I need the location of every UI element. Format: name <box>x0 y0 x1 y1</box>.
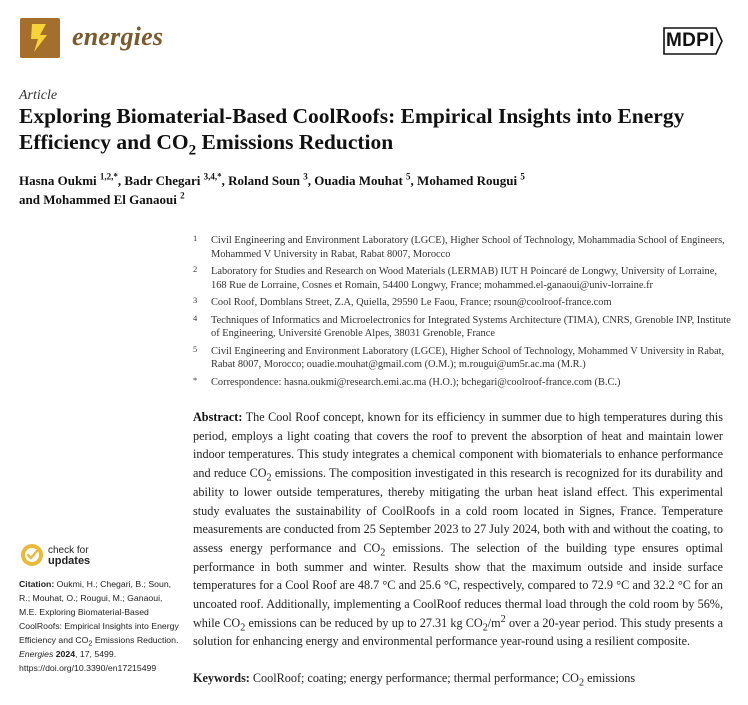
author: Badr Chegari <box>124 173 201 188</box>
keywords-label: Keywords: <box>193 671 250 685</box>
check-for-updates-label[interactable]: check for updates <box>48 545 91 567</box>
doi-link[interactable]: https://doi.org/10.3390/en17215499 <box>19 663 157 673</box>
abstract-label: Abstract: <box>193 410 243 424</box>
author: Mohammed El Ganaoui <box>43 192 177 207</box>
journal-name: energies <box>72 22 164 51</box>
author: Hasna Oukmi <box>19 173 97 188</box>
author: Roland Soun <box>228 173 301 188</box>
affiliation-item: 3 Cool Roof, Domblans Street, Z.A, Quiella, 29590 Le Faou, France; rsoun@coolroof-france.com <box>193 295 612 308</box>
author: Ouadia Mouhat <box>314 173 403 188</box>
affiliation-item: 2 Laboratory for Studies and Research on Wood Materials (LERMAB) IUT H Poincaré de Longwy, University of Lorraine, 168 Rue de Lorraine, Cosnes et Romain, 54400 Longwy, France; mohammed.el-ganaoui@univ-lorraine.fr <box>193 264 717 291</box>
correspondence: * Correspondence: hasna.oukmi@research.emi.ac.ma (H.O.); bchegari@coolroof-france.com (B.C.) <box>193 374 621 388</box>
author-list: Hasna Oukmi $^{1,2,*}$, Badr Chegari $^{3,4,*}$, Roland Soun $^3$, Ouadia Mouhat $^5$, Mohamed Rougui $^5$ and Mohammed El Ganaoui $^2$ <box>19 171 525 207</box>
affiliation-item: 1 Civil Engineering and Environment Laboratory (LGCE), Higher School of Technology, Mohammadia School of Engineers, Mohammed V University in Rabat, Rabat 8007, Morocco <box>193 233 725 260</box>
abstract: Abstract: The Cool Roof concept, known for its efficiency in summer due to high temperatures during this period, employs a light coating that covers the roof to prevent the absorption of heat and maintain lower indoor temperatures. This study integrates a chemical component with biomaterials to enhance performance and reduce $CO_2$ emissions. The composition investigated in this research is recognized for its durability and ability to lower outside temperatures, thereby mitigating the urban heat island effect. This experimental study evaluates the sustainability of CoolRoofs in a cold room located in Signes, France. Temperature measurements are conducted from 25 September 2023 to 27 July 2024, both with and without the coating, to assess energy performance and $CO_2$ emissions. The selection of the building type ensures optimal performance in both summer and winter. Results show that the maximum outside and inside surface temperatures for a Cool Roof are 48.7 °C and 25.6 °C, respectively, compared to 72.9 °C and 32.2 °C for an uncoated roof. Additionally, implementing a CoolRoof reduces thermal load through the cold room by 56%, while $CO_2$ emissions can be reduced by up to 27.31 kg $CO_2/m^2$ over a 20-year period. This study presents a solution for enhancing energy and environmental performance year-round using a resilient composite. <box>193 410 723 649</box>
affiliation-item: 4 Techniques of Informatics and Microelectronics for Integrated Systems Architecture (TIMA), CNRS, Grenoble INP, Institute of Engineering, Université Grenoble Alpes, 38031 Grenoble, France <box>193 312 731 339</box>
paper-title: Exploring Biomaterial-Based CoolRoofs: Empirical Insights into Energy Efficiency and $CO_2$ Emissions Reduction <box>19 104 685 159</box>
affiliation-item: 5 Civil Engineering and Environment Laboratory (LGCE), Higher School of Technology, Mohammed V University in Rabat, Rabat 8007, Morocco; ouadie.mouhat@gmail.com (O.M.); m.rougui@um5r.ac.ma (M.R.) <box>193 343 725 370</box>
check-for-updates-icon[interactable] <box>19 541 179 573</box>
author: Mohamed Rougui <box>417 173 518 188</box>
citation: Citation: Oukmi, H.; Chegari, B.; Soun, R.; Mouhat, O.; Rougui, M.; Ganaoui, M.E. Exploring Biomaterial-Based CoolRoofs: Empirical Insights into Energy Efficiency and $CO_2$ Emissions Reduction. Energies 2024, 17, 5499. https://doi.org/10.3390/en17215499 <box>19 579 179 673</box>
energies-logo-icon <box>20 18 60 58</box>
article-type: Article <box>19 88 58 103</box>
affiliations <box>193 234 733 393</box>
publisher-name: MDPI <box>666 30 715 51</box>
keywords: Keywords: CoolRoof; coating; energy performance; thermal performance; $CO_2$ emissions <box>193 671 636 689</box>
citation-label: Citation: <box>19 579 55 589</box>
